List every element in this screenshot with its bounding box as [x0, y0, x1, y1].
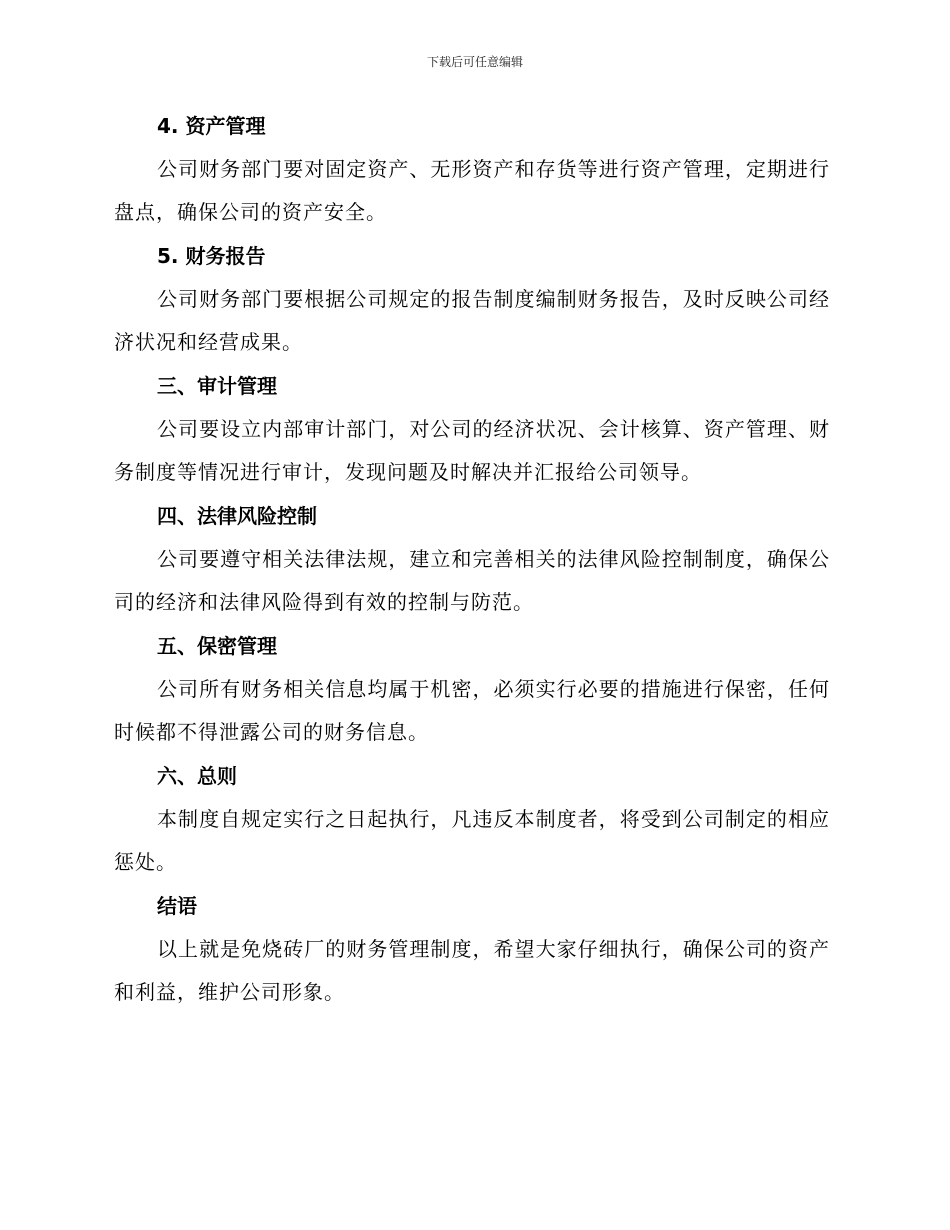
section-paragraph: 公司财务部门要对固定资产、无形资产和存货等进行资产管理，定期进行盘点，确保公司的资产安全。: [114, 157, 830, 224]
section-financial-report: [114, 234, 830, 364]
document-body: [114, 104, 830, 1014]
section-heading: 三、审计管理: [157, 374, 277, 398]
section-confidentiality: [114, 624, 830, 754]
section-paragraph: 公司要设立内部审计部门，对公司的经济状况、会计核算、资产管理、财务制度等情况进行审计，发现问题及时解决并汇报给公司领导。: [114, 417, 830, 484]
section-legal-risk-control: [114, 494, 830, 624]
section-paragraph: 本制度自规定实行之日起执行，凡违反本制度者，将受到公司制定的相应惩处。: [114, 807, 830, 874]
section-heading: 结语: [157, 894, 197, 918]
section-paragraph: 以上就是免烧砖厂的财务管理制度，希望大家仔细执行，确保公司的资产和利益，维护公司形象。: [114, 937, 830, 1004]
section-paragraph: 公司要遵守相关法律法规，建立和完善相关的法律风险控制制度，确保公司的经济和法律风险得到有效的控制与防范。: [114, 547, 830, 614]
section-heading: 五、保密管理: [157, 634, 277, 658]
section-heading: 5. 财务报告: [157, 244, 266, 268]
section-audit-management: [114, 364, 830, 494]
section-asset-management: [114, 104, 830, 234]
section-heading: 四、法律风险控制: [157, 504, 317, 528]
section-paragraph: 公司财务部门要根据公司规定的报告制度编制财务报告，及时反映公司经济状况和经营成果。: [114, 287, 830, 354]
section-general-provisions: [114, 754, 830, 884]
page-header: 下载后可任意编辑: [426, 55, 523, 69]
section-heading: 4. 资产管理: [157, 114, 266, 138]
section-heading: 六、总则: [157, 764, 237, 788]
section-conclusion: [114, 884, 830, 1014]
section-paragraph: 公司所有财务相关信息均属于机密，必须实行必要的措施进行保密，任何时候都不得泄露公司的财务信息。: [114, 677, 830, 744]
